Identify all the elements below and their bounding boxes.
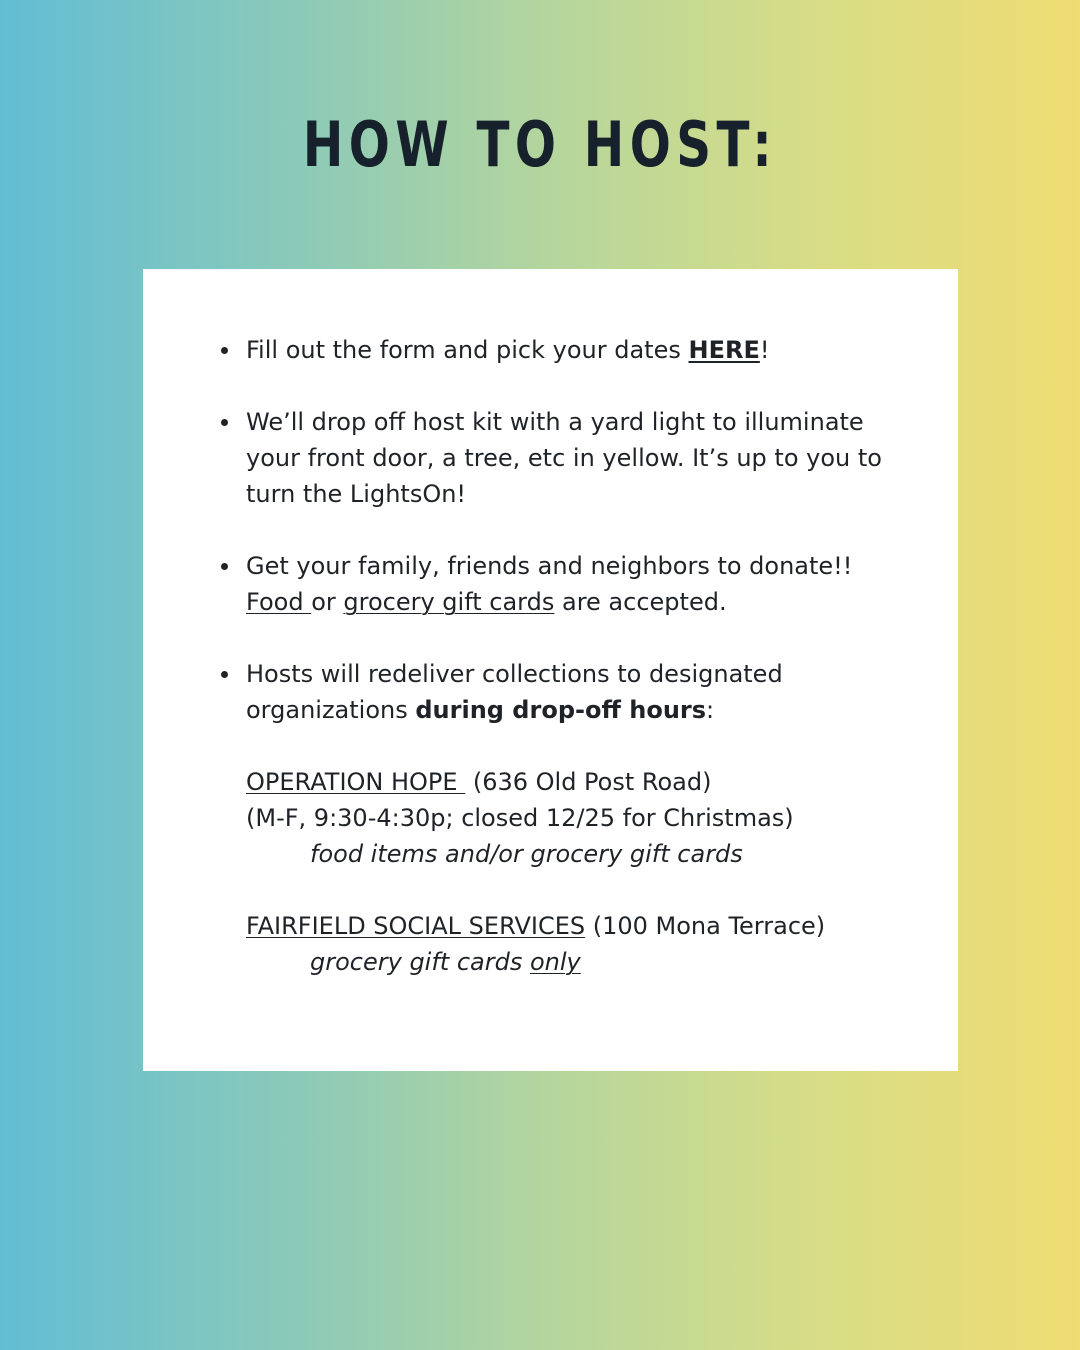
here-link[interactable]: HERE [688,336,760,364]
fairfield-address: (100 Mona Terrace) [585,912,826,940]
step-3-line-2 [246,584,936,620]
accepted-text: are accepted. [554,588,727,616]
drop-off-hours-text: during drop-off hours [415,696,707,724]
fairfield-name: FAIRFIELD SOCIAL SERVICES [246,912,586,940]
step-1-text [246,332,936,368]
gift-cards-text: grocery gift cards [343,588,555,616]
list-item [246,656,936,980]
operation-hope-address: (636 Old Post Road) [465,768,712,796]
organizations-text: organizations [246,696,416,724]
instructions-list [246,332,936,1016]
operation-hope-accepts: food items and/or grocery gift cards [310,840,743,868]
step-1-label: Fill out the form and pick your dates [246,336,689,364]
or-text: or [311,588,344,616]
bullet-icon [221,419,228,426]
operation-hope-name: OPERATION HOPE [246,768,466,796]
step-2-line-1: We’ll drop off host kit with a yard light to illuminate [246,408,864,436]
operation-hope-hours: (M-F, 9:30-4:30p; closed 12/25 for Christmas) [246,804,794,832]
operation-hope-line [246,764,936,800]
colon-text: : [706,696,715,724]
fairfield-line [246,908,936,944]
bullet-icon [221,671,228,678]
only-text: only [529,948,581,976]
step-3-line-1: Get your family, friends and neighbors to donate!! [246,552,853,580]
fairfield-accepts-text: grocery gift cards [310,948,530,976]
page-title: HOW TO HOST: [302,108,778,181]
bullet-icon [221,347,228,354]
step-4-line-1: Hosts will redeliver collections to designated [246,660,783,688]
list-item [246,548,936,620]
step-4-line-2 [246,692,936,728]
food-text: Food [246,588,312,616]
list-item [246,404,936,512]
fairfield-accepts [246,944,936,980]
list-item [246,332,936,368]
bullet-icon [221,563,228,570]
step-1-suffix: ! [759,336,770,364]
step-2-line-3: turn the LightsOn! [246,480,467,508]
step-2-line-2: your front door, a tree, etc in yellow. It’s up to you to [246,444,882,472]
